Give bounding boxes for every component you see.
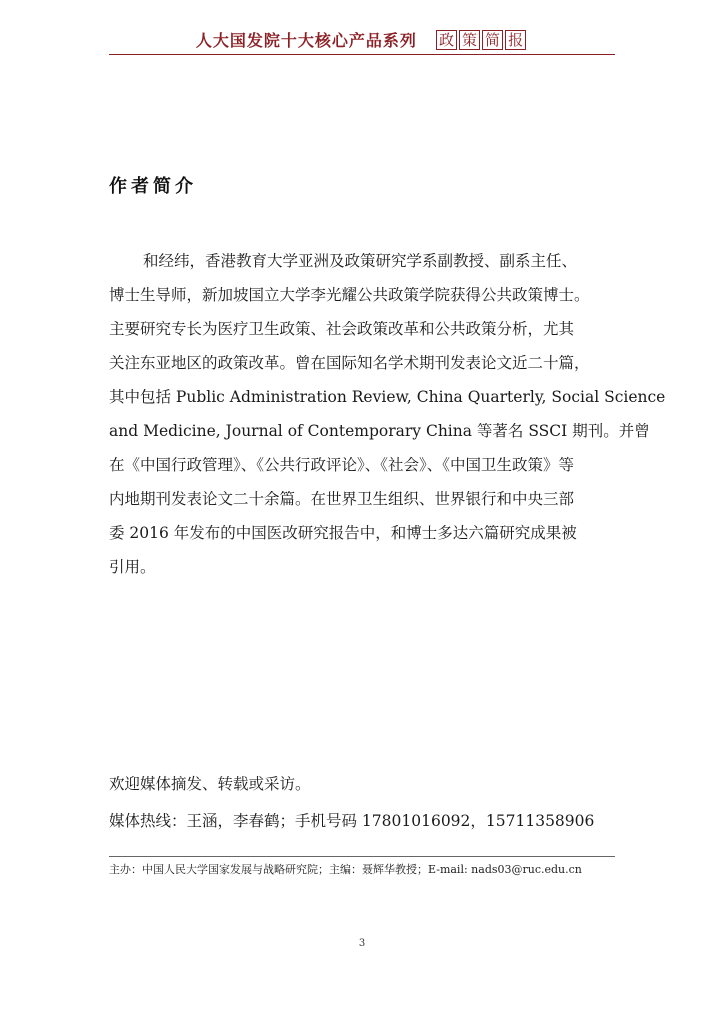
media-invite: 欢迎媒体摘发、转载或采访。: [109, 775, 311, 793]
brand-logo: [436, 30, 528, 50]
bio-line: 在《中国行政管理》、《公共行政评论》、《社会》、《中国卫生政策》等: [109, 456, 575, 474]
author-bio: [109, 244, 666, 584]
page-number: 3: [358, 938, 366, 949]
footer-sponsor-info: 主办：中国人民大学国家发展与战略研究院；主编：聂辉华教授；E-mail: nads03@ruc.edu.cn: [109, 863, 582, 876]
media-contact: [109, 766, 615, 840]
bio-line: 博士生导师，新加坡国立大学李光耀公共政策学院获得公共政策博士。: [109, 286, 590, 304]
brand-char: 简: [482, 30, 503, 50]
brand-char: 报: [505, 30, 526, 50]
media-hotline: 媒体热线：王涵，李春鹤；手机号码 17801016092，15711358906: [109, 812, 595, 830]
brand-char: 政: [436, 30, 457, 50]
header-divider: [109, 54, 615, 55]
bio-line: 主要研究专长为医疗卫生政策、社会政策改革和公共政策分析，尤其: [109, 320, 575, 338]
section-heading: 作者简介: [109, 176, 197, 197]
bio-line: 内地期刊发表论文二十余篇。在世界卫生组织、世界银行和中央三部: [109, 490, 575, 508]
bio-line: 关注东亚地区的政策改革。曾在国际知名学术期刊发表论文近二十篇，: [109, 354, 590, 372]
bio-line: 其中包括 Public Administration Review, China Quarterly, Social Science: [109, 388, 666, 406]
footer-divider: [109, 856, 615, 857]
page-header: [109, 28, 615, 56]
bio-line: 和经纬，香港教育大学亚洲及政策研究学系副教授、副系主任、: [143, 252, 578, 270]
brand-char: 策: [459, 30, 480, 50]
bio-line: and Medicine, Journal of Contemporary China 等著名 SSCI 期刊。并曾: [109, 422, 650, 440]
bio-line: 引用。: [109, 558, 156, 576]
bio-line: 委 2016 年发布的中国医改研究报告中，和博士多达六篇研究成果被: [109, 524, 577, 542]
series-title: 人大国发院十大核心产品系列: [195, 31, 417, 50]
